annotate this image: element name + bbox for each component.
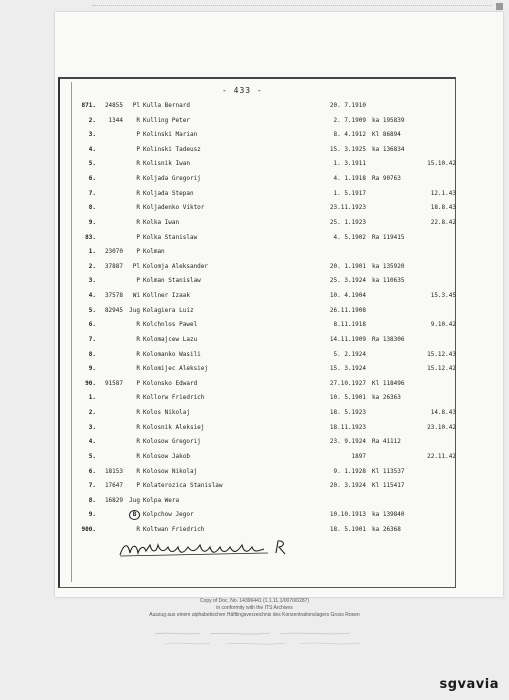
birth-date: 20. 3.1924 — [329, 482, 366, 490]
row-number: 5. — [88, 306, 96, 314]
row-number: 3. — [88, 131, 96, 139]
list-row — [0, 481, 509, 491]
category: R — [136, 394, 140, 402]
birth-date: 15. 3.1924 — [329, 365, 366, 373]
row-number: 5. — [88, 160, 96, 168]
watermark: sgvavia — [439, 677, 499, 692]
note: ka 139840 — [372, 511, 405, 519]
prisoner-number: 1344 — [108, 116, 123, 124]
prisoner-name: Kolman Stanislaw — [143, 277, 201, 285]
birth-date: 15. 3.1925 — [329, 145, 366, 153]
row-number: 8. — [88, 204, 96, 212]
row-number: 900. — [81, 525, 96, 533]
birth-date: 10. 4.1904 — [329, 292, 366, 300]
row-number: 6. — [88, 321, 96, 329]
list-row — [0, 335, 509, 345]
footer-line-3: Auszug aus einem alphabetischen Häftlingsverzeichnis des Konzentrationslagers Gross Rosen — [149, 612, 360, 618]
birth-date: 1897 — [351, 452, 366, 460]
row-number: 4. — [88, 145, 96, 153]
prisoner-name: Kolinski Tadeusz — [143, 145, 201, 153]
prisoner-number: 18153 — [104, 467, 123, 475]
faint-illegible-text — [150, 628, 370, 652]
prisoner-name: Kolomanko Wasili — [143, 350, 201, 358]
note: ka 135920 — [372, 262, 405, 270]
end-date: 9.10.42 — [430, 321, 456, 329]
list-row — [0, 218, 509, 228]
end-date: 14.8.43 — [430, 409, 456, 417]
row-number: 7. — [88, 482, 96, 490]
birth-date: 1. 3.1911 — [333, 160, 366, 168]
category: Jug — [129, 496, 140, 504]
circled-category: B — [129, 510, 140, 520]
end-date: 15.12.43 — [427, 350, 456, 358]
note: Kl 115417 — [372, 482, 405, 490]
end-date: 15.3.45 — [430, 292, 456, 300]
row-number: 3. — [88, 423, 96, 431]
row-number: 2. — [88, 409, 96, 417]
list-row — [0, 203, 509, 213]
prisoner-name: Koljada Gregorij — [143, 175, 201, 183]
list-row — [0, 423, 509, 433]
prisoner-number: 37578 — [104, 292, 123, 300]
note: Ra 41112 — [372, 438, 401, 446]
end-date: 23.10.42 — [427, 423, 456, 431]
row-number: 5. — [88, 452, 96, 460]
row-number: 8. — [88, 496, 96, 504]
prisoner-name: Kolosow Jakob — [143, 452, 190, 460]
prisoner-name: Kolosow Gregorij — [143, 438, 201, 446]
svg-text:Wazabawaczeniu R: Wazabawaczeniu R — [118, 535, 128, 536]
category: P — [136, 379, 140, 387]
list-row — [0, 306, 509, 316]
prisoner-name: Kolomijec Aleksiej — [143, 365, 209, 373]
birth-date: 14.11.1909 — [329, 335, 366, 343]
footer-line-1: Copy of Doc. No. 14396441 (1.1.11.1/0070/0287) — [199, 598, 310, 604]
birth-date: 18. 5.1923 — [329, 409, 366, 417]
birth-date: 2. 7.1909 — [333, 116, 366, 124]
list-row — [0, 145, 509, 155]
prisoner-name: Kolomja Aleksander — [143, 262, 209, 270]
category: R — [136, 365, 140, 373]
category: P — [136, 233, 140, 241]
list-row — [0, 130, 509, 140]
list-row — [0, 467, 509, 477]
prisoner-name: Kolagiera Luiz — [143, 306, 194, 314]
birth-date: 25. 1.1923 — [329, 218, 366, 226]
category: Wi — [132, 292, 140, 300]
prisoner-name: Kolchnlos Pawel — [143, 321, 198, 329]
category: R — [136, 321, 140, 329]
row-number: 3. — [88, 277, 96, 285]
list-row — [0, 116, 509, 126]
category: P — [136, 131, 140, 139]
category: P — [136, 277, 140, 285]
birth-date: 1. 5.1917 — [333, 189, 366, 197]
row-number: 8. — [88, 350, 96, 358]
birth-date: 23. 9.1924 — [329, 438, 366, 446]
list-row — [0, 364, 509, 374]
prisoner-name: Kolka Stanislaw — [143, 233, 198, 241]
birth-date: 23.11.1923 — [329, 204, 366, 212]
note: Kl 113537 — [372, 467, 405, 475]
prisoner-number: 16829 — [104, 496, 123, 504]
row-number: 1. — [88, 248, 96, 256]
category: P — [136, 482, 140, 490]
prisoner-name: Kolpchow Jegor — [143, 511, 194, 519]
list-row — [0, 525, 509, 535]
birth-date: 8.11.1918 — [333, 321, 366, 329]
prisoner-name: Kulling Peter — [143, 116, 190, 124]
list-row — [0, 437, 509, 447]
row-number: 2. — [88, 116, 96, 124]
birth-date: 8. 4.1912 — [333, 131, 366, 139]
category: R — [136, 467, 140, 475]
row-number: 4. — [88, 292, 96, 300]
prisoner-number: 82945 — [104, 306, 123, 314]
prisoner-number: 23070 — [104, 248, 123, 256]
prisoner-name: Kolonsko Edward — [143, 379, 198, 387]
category: R — [136, 218, 140, 226]
list-row — [0, 452, 509, 462]
row-number: 9. — [88, 218, 96, 226]
birth-date: 4. 1.1918 — [333, 175, 366, 183]
list-row — [0, 408, 509, 418]
category: R — [136, 335, 140, 343]
category: R — [136, 409, 140, 417]
prisoner-name: Kollorw Friedrich — [143, 394, 205, 402]
prisoner-name: Kolman — [143, 248, 165, 256]
prisoner-number: 91587 — [104, 379, 123, 387]
category: R — [136, 160, 140, 168]
prisoner-name: Koltwan Friedrich — [143, 525, 205, 533]
row-number: 4. — [88, 438, 96, 446]
row-number: 2. — [88, 262, 96, 270]
birth-date: 10. 5.1901 — [329, 394, 366, 402]
end-date: 12.1.43 — [430, 189, 456, 197]
row-number: 871. — [81, 102, 96, 109]
prisoner-name: Kolosnik Aleksiej — [143, 423, 205, 431]
list-row — [0, 174, 509, 184]
end-date: 22.11.42 — [427, 452, 456, 460]
category: R — [136, 350, 140, 358]
prisoner-name: Kolaterozica Stanislaw — [143, 482, 223, 490]
end-date: 15.10.42 — [427, 160, 456, 168]
row-number: 90. — [85, 379, 96, 387]
prisoner-name: Koljada Stepan — [143, 189, 194, 197]
prisoner-name: Kolka Iwan — [143, 218, 180, 226]
list-row — [0, 350, 509, 360]
category: R — [136, 452, 140, 460]
document-footer — [0, 598, 509, 619]
page-number: - 433 - — [222, 86, 263, 95]
corner-mark — [496, 3, 503, 10]
end-date: 22.8.42 — [430, 218, 456, 226]
note: ka 26368 — [372, 525, 401, 533]
note: Ra 90763 — [372, 175, 401, 183]
category: R — [136, 116, 140, 124]
category: P — [136, 248, 140, 256]
frame-divider — [71, 82, 72, 582]
note: Kl 118496 — [372, 379, 405, 387]
end-date: 18.8.43 — [430, 204, 456, 212]
category — [126, 510, 140, 520]
row-number: 1. — [88, 394, 96, 402]
note: ka 136834 — [372, 145, 405, 153]
category: R — [136, 438, 140, 446]
category: Pl — [132, 102, 140, 109]
note: ka 195839 — [372, 116, 405, 124]
list-row — [0, 291, 509, 301]
prisoner-name: Kolosow Nikolaj — [143, 467, 198, 475]
birth-date: 27.10.1927 — [329, 379, 366, 387]
row-number: 7. — [88, 335, 96, 343]
note: Kl 86894 — [372, 131, 401, 139]
prisoner-name: Kolomajcew Lazu — [143, 335, 198, 343]
category: R — [136, 175, 140, 183]
list-row — [0, 247, 509, 257]
category: R — [136, 204, 140, 212]
birth-date: 10.10.1913 — [329, 511, 366, 519]
category: Pl — [132, 262, 140, 270]
list-row — [0, 276, 509, 286]
list-row — [0, 159, 509, 169]
footer-line-2: in conformity with the ITS Archives — [216, 605, 293, 611]
list-row — [0, 101, 509, 111]
list-row — [0, 379, 509, 389]
note: ka 110635 — [372, 277, 405, 285]
list-row — [0, 262, 509, 272]
row-number: 7. — [88, 189, 96, 197]
category: R — [136, 525, 140, 533]
prisoner-number: 24855 — [104, 102, 123, 109]
prisoner-name: Kolos Nikolaj — [143, 409, 190, 417]
prisoner-name: Kollner Izaak — [143, 292, 190, 300]
end-date: 15.12.42 — [427, 365, 456, 373]
note: Ra 138306 — [372, 335, 405, 343]
list-row — [0, 189, 509, 199]
category: P — [136, 145, 140, 153]
category: R — [136, 189, 140, 197]
birth-date: 26.11.1908 — [329, 306, 366, 314]
category: R — [136, 423, 140, 431]
list-row — [0, 233, 509, 243]
category: Jug — [129, 306, 140, 314]
prisoner-number: 17647 — [104, 482, 123, 490]
note: ka 26363 — [372, 394, 401, 402]
row-number: 6. — [88, 467, 96, 475]
birth-date: 9. 1.1928 — [333, 467, 366, 475]
prisoner-name: Kolisnik Iwan — [143, 160, 190, 168]
birth-date: 18. 5.1901 — [329, 525, 366, 533]
list-row — [0, 496, 509, 506]
birth-date: 25. 3.1924 — [329, 277, 366, 285]
row-number: 9. — [88, 365, 96, 373]
row-number: 83. — [85, 233, 96, 241]
prisoner-number: 37887 — [104, 262, 123, 270]
handwritten-note — [118, 535, 303, 563]
list-row — [0, 510, 509, 520]
prisoner-name: Kulla Bernard — [143, 102, 190, 109]
birth-date: 20. 7.1910 — [329, 102, 366, 109]
sheet-edge-dots — [92, 5, 492, 8]
row-number: 6. — [88, 175, 96, 183]
birth-date: 20. 1.1901 — [329, 262, 366, 270]
prisoner-name: Koljadenko Viktor — [143, 204, 205, 212]
birth-date: 5. 2.1924 — [333, 350, 366, 358]
list-row — [0, 320, 509, 330]
row-number: 9. — [88, 511, 96, 519]
prisoner-name: Kolpa Wera — [143, 496, 180, 504]
list-row — [0, 393, 509, 403]
prisoner-name: Kolinski Marian — [143, 131, 198, 139]
birth-date: 18.11.1923 — [329, 423, 366, 431]
note: Ra 119415 — [372, 233, 405, 241]
birth-date: 4. 5.1902 — [333, 233, 366, 241]
